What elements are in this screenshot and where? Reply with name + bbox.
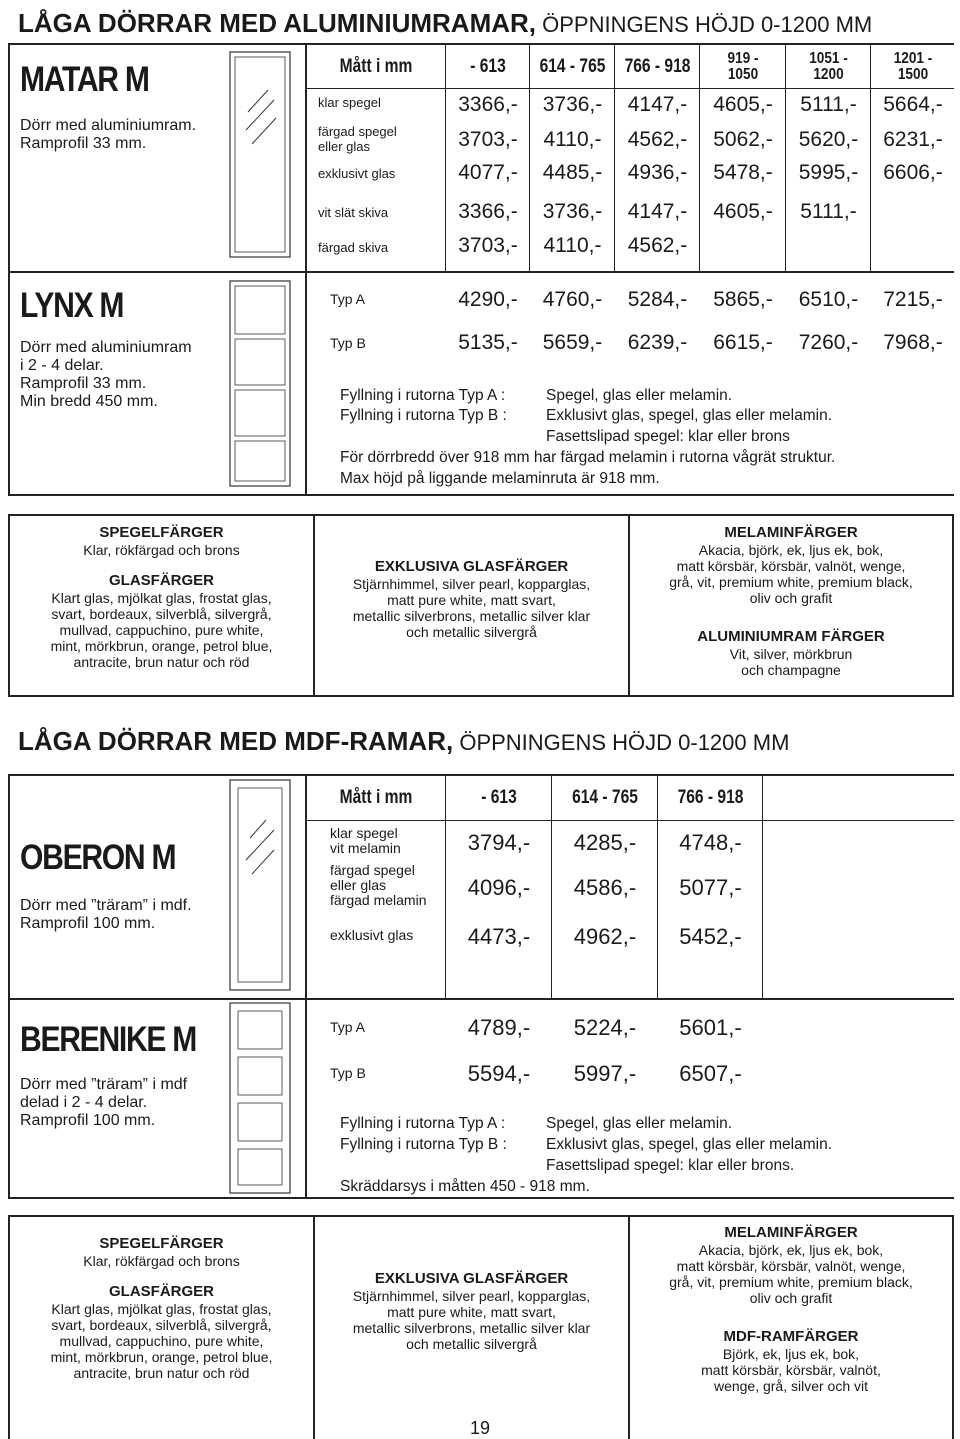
alu-heading: ALUMINIUMRAM FÄRGER [697,628,885,645]
price-cell: 5111,- [800,93,857,116]
price-cell: 5594,- [467,1061,531,1086]
spegel-list: Klar, rökfärgad och brons [83,1253,240,1269]
row-label: Typ A [330,291,366,307]
note-text: Exklusivt glas, spegel, glas eller melamin. [546,407,833,424]
divider [306,88,954,89]
note-text: Exklusivt glas, spegel, glas eller melamin. [546,1136,833,1153]
price-cell: 4485,- [542,161,603,184]
product-desc-berenike: Dörr med ”träram” i mdf delad i 2 - 4 delar. Ramprofil 100 mm. [20,1076,188,1129]
note-text: Spegel, glas eller melamin. [546,1115,733,1132]
price-cell: 5664,- [883,93,943,116]
note-text: Fyllning i rutorna Typ A : [340,1115,506,1132]
mdf-heading: MDF-RAMFÄRGER [723,1328,859,1345]
price-cell: 4147,- [627,200,688,223]
product-name-oberon: OBERON M [20,838,176,877]
note-text: Fyllning i rutorna Typ A : [340,387,506,404]
melamin-colors [630,524,952,678]
product-name-lynx: LYNX M [20,286,124,325]
price-cell: 4789,- [467,1015,531,1040]
divider [952,514,954,697]
price-cell: 6615,- [713,331,773,354]
divider [306,820,954,821]
exklusiva-colors [315,558,628,640]
table1-col-header: 1201 - 1500 [893,50,933,83]
section1-title: LÅGA DÖRRAR MED ALUMINIUMRAMAR, ÖPPNINGENS HÖJD 0-1200 MM [18,8,873,38]
divider [870,43,871,271]
price-cell: 5601,- [679,1015,742,1040]
note-text: Fyllning i rutorna Typ B : [340,1136,507,1153]
price-cell: 5478,- [713,161,773,184]
price-cell: 6606,- [883,161,943,184]
note-text: Fasettslipad spegel: klar eller brons [546,428,790,445]
divider [952,1215,954,1439]
price-cell: 4562,- [627,234,688,257]
product-name-matar: MATAR M [20,60,149,99]
row-label: exklusivt glas [318,166,396,181]
divider [8,774,10,1199]
door-illustration-berenike [218,1001,298,1196]
row-label: färgad spegel eller glas färgad melamin [330,862,427,908]
divider [8,514,954,516]
price-cell: 5620,- [798,128,859,151]
product-name-berenike: BERENIKE M [20,1020,197,1059]
price-cell: 5284,- [627,288,688,311]
price-cell: 4586,- [573,875,637,900]
price-cell: 3736,- [542,93,603,116]
price-cell: 3736,- [542,200,603,223]
price-cell: 3703,- [458,234,518,257]
row-label: Typ B [330,1065,366,1081]
divider [305,774,307,1199]
divider [8,1197,954,1199]
note-text: För dörrbredd över 918 mm har färgad melamin i rutorna vågrät struktur. [340,449,836,466]
price-cell: 4748,- [679,830,742,855]
price-cell: 4605,- [713,200,773,223]
price-cell: 4110,- [543,128,602,151]
price-cell: 6239,- [627,331,688,354]
divider [8,695,954,697]
table2-col-header: 614 - 765 [572,787,638,808]
price-cell: 5224,- [573,1015,637,1040]
price-cell: 4473,- [467,924,531,949]
price-cell: 4605,- [713,93,773,116]
divider [8,43,10,496]
price-cell: 5997,- [573,1061,637,1086]
price-cell: 3366,- [458,200,518,223]
section2-title: LÅGA DÖRRAR MED MDF-RAMAR, ÖPPNINGENS HÖJD 0-1200 MM [18,726,790,756]
glas-heading: GLASFÄRGER [109,572,214,589]
price-cell: 7968,- [883,331,943,354]
price-cell: 6507,- [679,1061,742,1086]
glas-heading: GLASFÄRGER [109,1283,214,1300]
price-cell: 5865,- [713,288,773,311]
price-cell: 4290,- [458,288,518,311]
divider [8,774,954,776]
exklusiva-list: Stjärnhimmel, silver pearl, kopparglas, matt pure white, matt svart, metallic silverbrons, metallic silver klar och metallic silvergrå [352,1288,591,1352]
door-illustration-matar [218,50,298,260]
price-cell: 4760,- [542,288,603,311]
melamin-list: Akacia, björk, ek, ljus ek, bok, matt körsbär, körsbär, valnöt, wenge, grå, vit, premium white, premium black, oliv och grafit [669,1242,913,1306]
melamin-heading: MELAMINFÄRGER [724,1224,858,1241]
exklusiva-list: Stjärnhimmel, silver pearl, kopparglas, matt pure white, matt svart, metallic silverbrons, metallic silver klar och metallic silvergrå [352,576,591,640]
price-cell: 5452,- [679,924,742,949]
price-cell: 5062,- [713,128,773,151]
row-label: exklusivt glas [330,927,414,943]
price-cell: 7215,- [883,288,943,311]
divider [8,494,954,496]
table2-col-header: 766 - 918 [677,787,744,808]
table1-col-header: 614 - 765 [539,56,606,77]
exklusiva-heading: EXKLUSIVA GLASFÄRGER [374,558,569,575]
price-cell: 4147,- [627,93,688,116]
table2-col-header: - 613 [481,787,517,808]
price-cell: 5077,- [679,875,742,900]
melamin-list: Akacia, björk, ek, ljus ek, bok, matt körsbär, körsbär, valnöt, wenge, grå, vit, premium white, premium black, oliv och grafit [669,542,913,606]
table1-header-label: Mått i mm [339,56,413,77]
row-label: vit slät skiva [318,205,389,220]
note-text: Skräddarsys i måtten 450 - 918 mm. [340,1178,590,1195]
price-cell: 4285,- [573,830,637,855]
price-cell: 5111,- [800,200,857,223]
spegel-colors [10,1235,313,1381]
price-cell: 5659,- [542,331,603,354]
price-cell: 6231,- [883,128,943,151]
row-label: klar spegel vit melamin [330,825,401,856]
price-cell: 4096,- [467,875,531,900]
row-label: färgad skiva [318,240,389,255]
price-cell: 4962,- [573,924,637,949]
spegel-list: Klar, rökfärgad och brons [83,542,240,558]
melamin-heading: MELAMINFÄRGER [724,524,858,541]
price-cell: 5995,- [798,161,859,184]
price-cell: 3703,- [458,128,518,151]
row-label: Typ A [330,1019,366,1035]
price-cell: 7260,- [798,331,859,354]
price-cell: 3366,- [458,93,518,116]
table1-col-header: 919 - 1050 [727,50,759,83]
table1-col-header: 1051 - 1200 [809,50,848,83]
table1-col-header: 766 - 918 [624,56,691,77]
note-text: Fasettslipad spegel: klar eller brons. [546,1157,795,1174]
glas-list: Klart glas, mjölkat glas, frostat glas, svart, bordeaux, silverblå, silvergrå, mullvad, cappuchino, pure white, mint, mörkbrun, orange, petrol blue, antracite, brun natur och röd [50,1301,273,1381]
divider [8,43,954,45]
product-desc-lynx: Dörr med aluminiumram i 2 - 4 delar. Ramprofil 33 mm. Min bredd 450 mm. [20,339,192,410]
price-cell: 5135,- [458,331,518,354]
spegel-colors [10,524,313,670]
divider [305,43,307,496]
divider [8,998,954,1000]
divider [8,271,954,273]
divider [785,43,786,271]
spegel-heading: SPEGELFÄRGER [99,1235,224,1252]
door-illustration-oberon [218,778,298,994]
note-text: Max höjd på liggande melaminruta är 918 mm. [340,470,660,487]
price-cell: 4562,- [627,128,688,151]
door-illustration-lynx [218,279,298,489]
divider [8,1215,954,1217]
row-label: Typ B [330,335,366,351]
exklusiva-heading: EXKLUSIVA GLASFÄRGER [374,1270,569,1287]
alu-list: Vit, silver, mörkbrun och champagne [729,646,853,678]
page-number: 19 [469,1418,491,1438]
mdf-list: Björk, ek, ljus ek, bok, matt körsbär, körsbär, valnöt, wenge, grå, silver och vit [701,1346,881,1394]
glas-list: Klart glas, mjölkat glas, frostat glas, svart, bordeaux, silverblå, silvergrå, mullvad, cappuchino, pure white, mint, mörkbrun, orange, petrol blue, antracite, brun natur och röd [50,590,273,670]
price-cell: 3794,- [467,830,531,855]
product-desc-matar: Dörr med aluminiumram. Ramprofil 33 mm. [20,117,197,152]
product-desc-oberon: Dörr med ”träram” i mdf. Ramprofil 100 mm. [20,897,192,932]
price-cell: 6510,- [798,288,859,311]
note-text: Fyllning i rutorna Typ B : [340,407,507,424]
table1-col-header: - 613 [470,56,506,77]
price-cell: 4936,- [627,161,688,184]
spegel-heading: SPEGELFÄRGER [99,524,224,541]
row-label: färgad spegel eller glas [318,124,397,154]
price-cell: 4110,- [543,234,602,257]
melamin-colors [630,1224,952,1394]
note-text: Spegel, glas eller melamin. [546,387,733,404]
exklusiva-colors [315,1270,628,1352]
price-cell: 4077,- [458,161,518,184]
table2-header-label: Mått i mm [339,787,413,808]
row-label: klar spegel [318,95,381,110]
